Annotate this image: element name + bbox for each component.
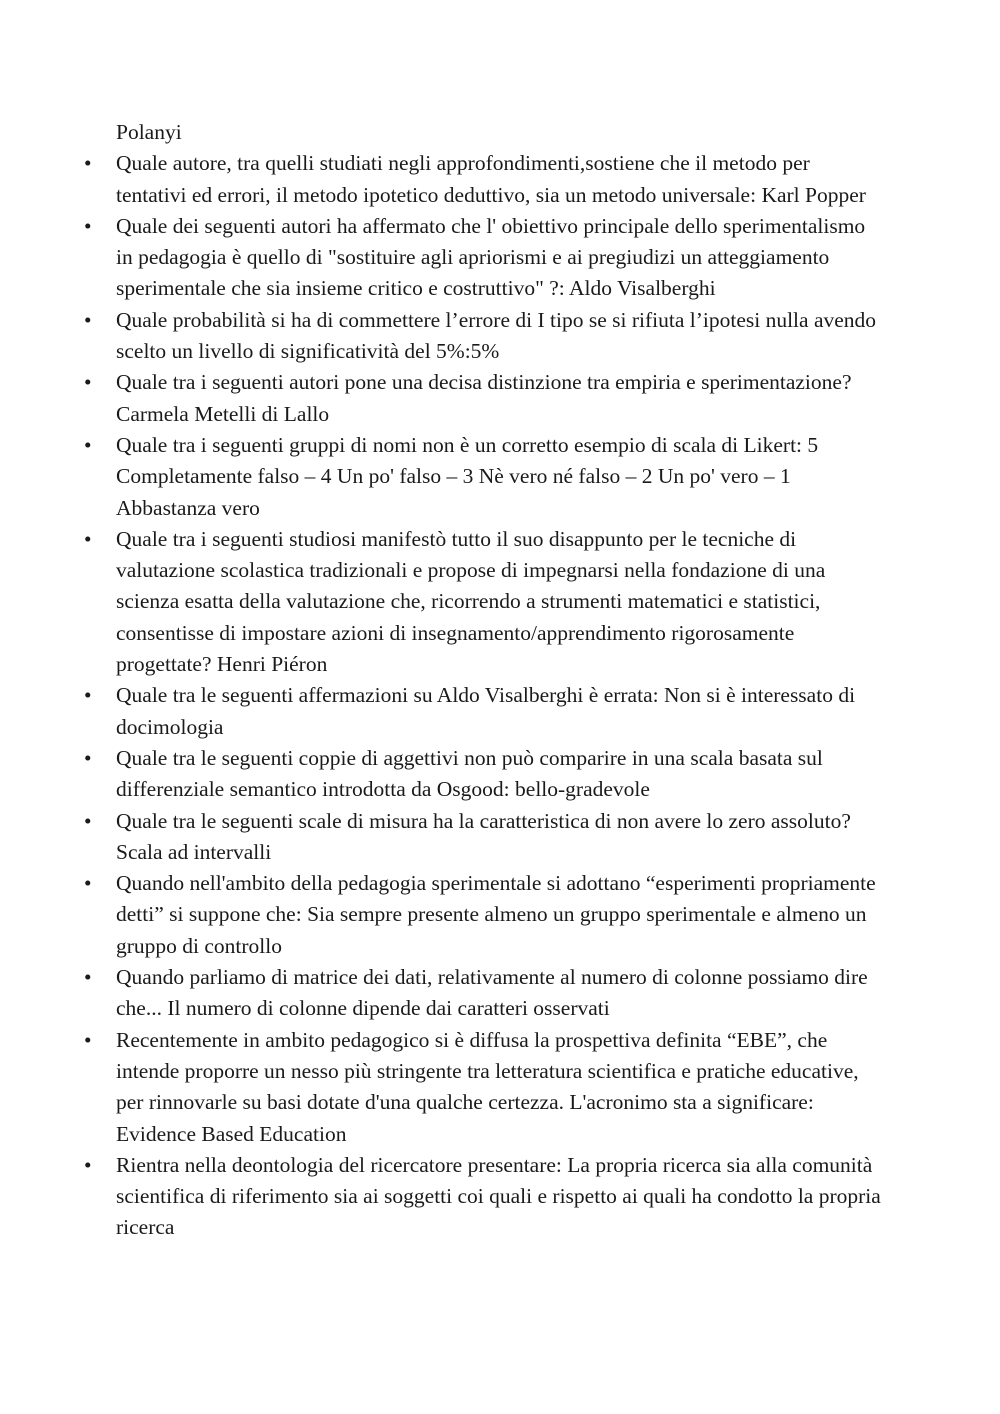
bullet-icon: • — [84, 213, 92, 238]
list-item-text: Quale tra le seguenti scale di misura ha la caratteristica di non avere lo zero assoluto? Scala ad intervalli — [116, 808, 851, 864]
list-item — [84, 680, 884, 743]
bullet-icon: • — [84, 871, 92, 896]
list-item-text: Quando parliamo di matrice dei dati, relativamente al numero di colonne possiamo dire che... Il numero di colonne dipende dai caratteri osservati — [116, 965, 868, 1021]
bullet-icon: • — [84, 526, 92, 551]
list-item — [84, 1025, 884, 1150]
list-item-text: Quale autore, tra quelli studiati negli approfondimenti,sostiene che il metodo per tentativi ed errori, il metodo ipotetico deduttivo, sia un metodo universale: Karl Popper — [116, 151, 866, 207]
continuation-text: Polanyi — [116, 120, 182, 144]
list-item-text: Quale tra i seguenti autori pone una decisa distinzione tra empiria e sperimentazione? Carmela Metelli di Lallo — [116, 370, 852, 426]
list-item — [84, 148, 884, 211]
bullet-icon: • — [84, 370, 92, 395]
bullet-icon: • — [84, 683, 92, 708]
list-item-text: Quale tra i seguenti studiosi manifestò tutto il suo disappunto per le tecniche di valutazione scolastica tradizionali e propose di impegnarsi nella fondazione di una scienza esatta della valutazione che, ricorrendo a strumenti matematici e statistici, consentisse di impostare azioni di insegnamento/apprendimento rigorosamente progettate? Henri Piéron — [116, 526, 826, 677]
list-item — [84, 305, 884, 368]
document-body — [84, 117, 884, 1244]
list-item-text: Quale tra i seguenti gruppi di nomi non è un corretto esempio di scala di Likert: 5 Completamente falso – 4 Un po' falso – 3 Nè vero né falso – 2 Un po' vero – 1 Abbastanza vero — [116, 432, 819, 520]
question-answer-list — [84, 148, 884, 1243]
list-item-text: Recentemente in ambito pedagogico si è diffusa la prospettiva definita “EBE”, che intende proporre un nesso più stringente tra letteratura scientifica e pratiche educative, per rinnovarle su basi dotate d'una qualche certezza. L'acronimo sta a significare: Evidence Based Education — [116, 1027, 859, 1146]
list-item — [84, 806, 884, 869]
bullet-icon: • — [84, 745, 92, 770]
list-item — [84, 868, 884, 962]
list-item-text: Quale dei seguenti autori ha affermato che l' obiettivo principale dello sperimentalismo in pedagogia è quello di "sostituire agli apriorismi e ai pregiudizi un atteggiamento sperimentale che sia insieme critico e costruttivo" ?: Aldo Visalberghi — [116, 213, 866, 301]
bullet-icon: • — [84, 965, 92, 990]
list-item — [84, 1150, 884, 1244]
list-item-text: Quale probabilità si ha di commettere l’errore di I tipo se si rifiuta l’ipotesi nulla avendo scelto un livello di significatività del 5%:5% — [116, 307, 877, 364]
list-item-text: Rientra nella deontologia del ricercatore presentare: La propria ricerca sia alla comunità scientifica di riferimento sia ai soggetti coi quali e rispetto ai quali ha condotto la propria ricerca — [116, 1152, 881, 1240]
bullet-icon: • — [84, 151, 92, 176]
list-item — [84, 962, 884, 1025]
list-item — [84, 743, 884, 806]
list-item-text: Quando nell'ambito della pedagogia sperimentale si adottano “esperimenti propriamente detti” si suppone che: Sia sempre presente almeno un gruppo sperimentale e almeno un gruppo di controllo — [116, 871, 876, 958]
bullet-icon: • — [84, 1027, 92, 1052]
bullet-icon: • — [84, 1152, 92, 1177]
list-item — [84, 524, 884, 680]
list-item — [84, 211, 884, 305]
bullet-icon: • — [84, 307, 92, 332]
list-item — [84, 430, 884, 524]
list-item — [84, 367, 884, 430]
bullet-icon: • — [84, 432, 92, 457]
list-item-text: Quale tra le seguenti coppie di aggettivi non può comparire in una scala basata sul differenziale semantico introdotta da Osgood: bello-gradevole — [116, 745, 823, 802]
list-item-text: Quale tra le seguenti affermazioni su Aldo Visalberghi è errata: Non si è interessato di docimologia — [116, 683, 856, 739]
bullet-icon: • — [84, 808, 92, 833]
